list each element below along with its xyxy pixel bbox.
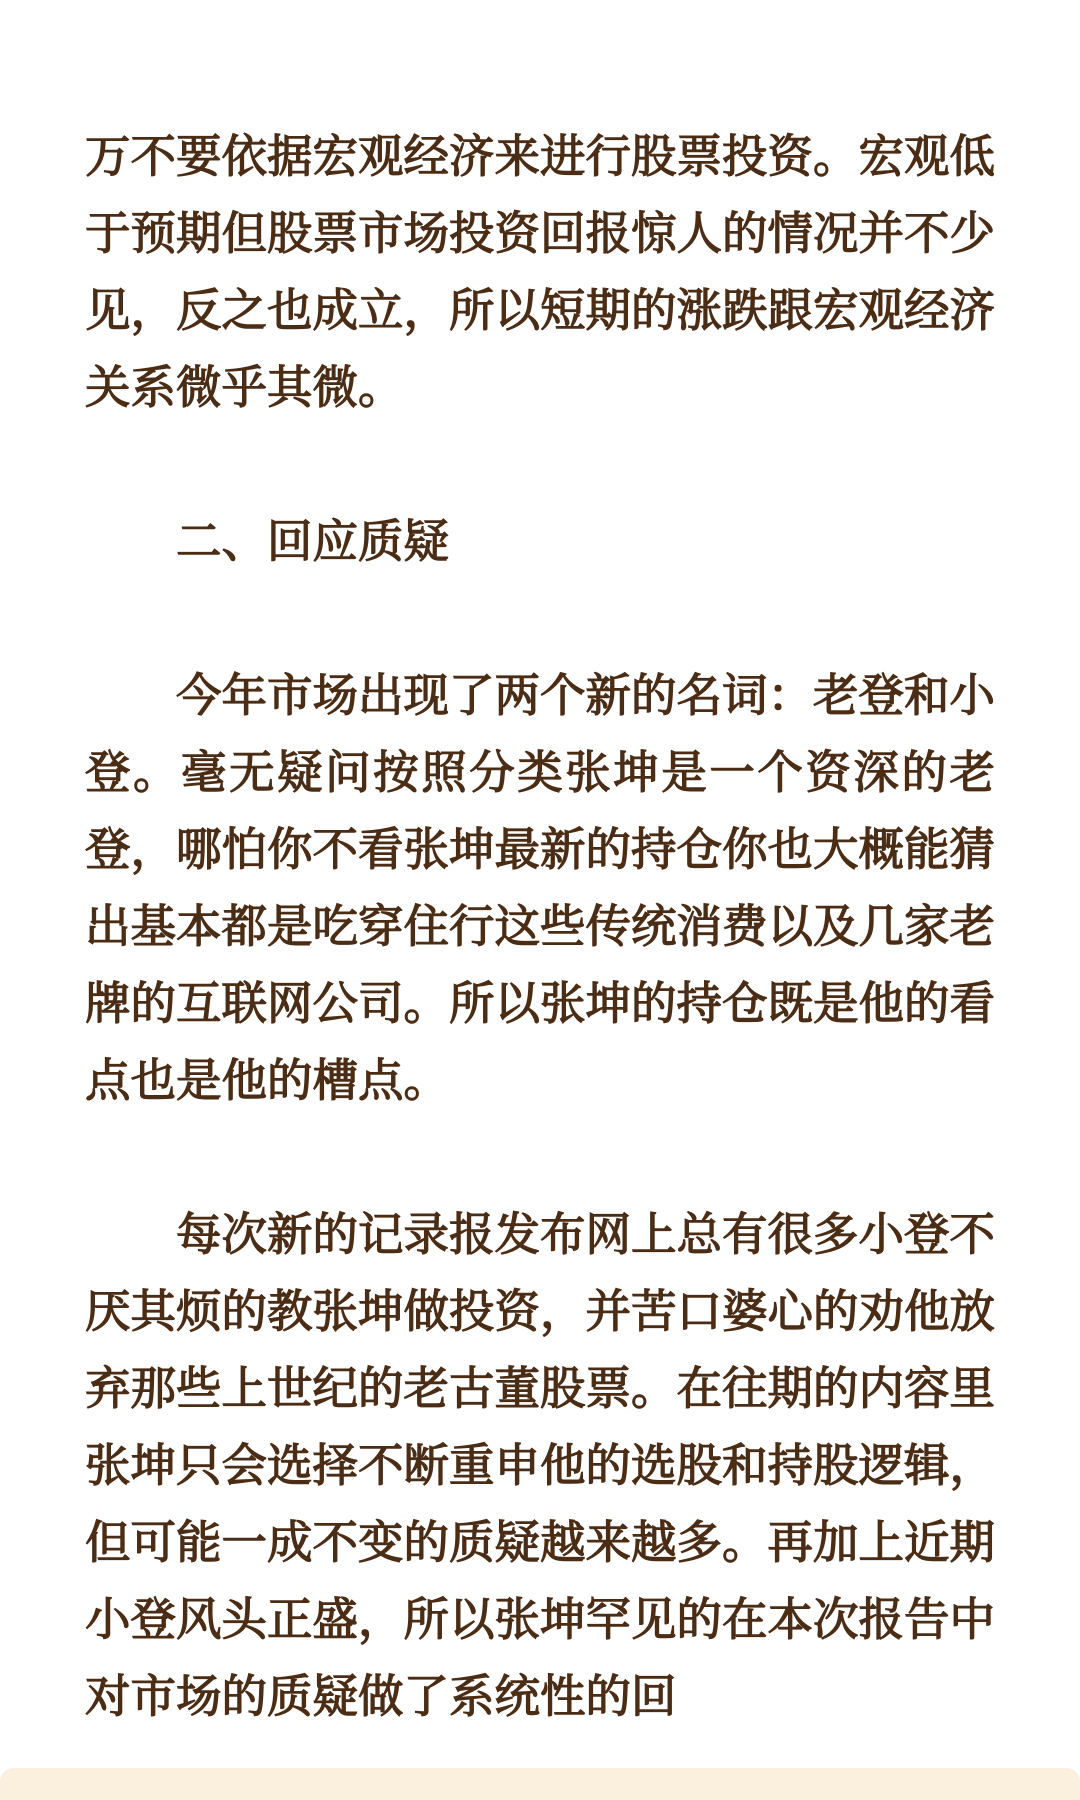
paragraph-gap [85, 580, 995, 657]
paragraph-macro-economy: 万不要依据宏观经济来进行股票投资。宏观低于预期但股票市场投资回报惊人的情况并不少见，反之也成立，所以短期的涨跌跟宏观经济关系微乎其微。 [85, 130, 996, 414]
paragraph-response: 每次新的记录报发布网上总有很多小登不厌其烦的教张坤做投资，并苦口婆心的劝他放弃那些上世纪的老古董股票。在往期的内容里张坤只会选择不断重申他的选股和持股逻辑，但可能一成不变的质疑越来越多。再加上近期小登风头正盛，所以张坤罕见的在本次报告中对市场的质疑做了系统性的回 [85, 1208, 996, 1723]
section-heading: 二、回应质疑 [176, 515, 450, 568]
paragraph-gap [85, 426, 995, 503]
bottom-panel-edge [0, 1768, 1080, 1800]
paragraph-old-and-young: 今年市场出现了两个新的名词：老登和小登。毫无疑问按照分类张坤是一个资深的老登，哪怕你不看张坤最新的持仓你也大概能猜出基本都是吃穿住行这些传统消费以及几家老牌的互联网公司。所以张坤的持仓既是他的看点也是他的槽点。 [85, 669, 996, 1107]
paragraph-gap [85, 1119, 995, 1196]
article-content [85, 118, 995, 1735]
